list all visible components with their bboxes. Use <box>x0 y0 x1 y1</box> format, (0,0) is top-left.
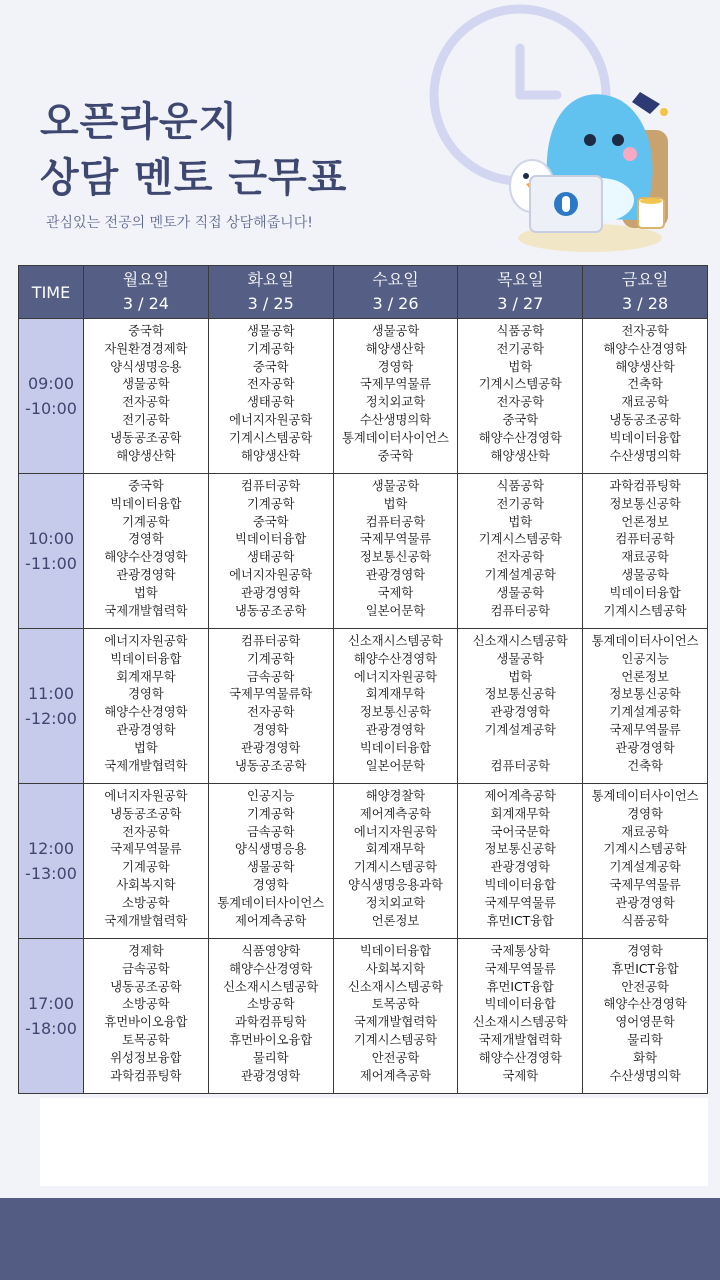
time-end: -18:00 <box>25 1019 77 1038</box>
time-start: 12:00 <box>27 839 75 858</box>
mentor-major <box>458 740 582 758</box>
mentor-major: 해양생산학 <box>365 341 426 356</box>
mentor-major: 빅데이터융합 <box>484 997 556 1012</box>
header <box>0 0 720 265</box>
mentor-major: 신소재시스템공학 <box>347 979 443 994</box>
mentor-major: 에너지자원공학 <box>104 789 188 803</box>
mentor-major: 경영학 <box>627 806 663 821</box>
mentor-major: 전자공학 <box>122 395 170 410</box>
mentor-major: 국제무역물류 <box>609 722 681 737</box>
mentor-major: 관광경영학 <box>116 722 176 737</box>
mascot-illustration <box>490 70 690 260</box>
mentor-major: 휴먼ICT융합 <box>486 913 554 928</box>
mentor-major: 정보통신공학 <box>609 496 681 511</box>
mentor-major: 양식생명응용 <box>235 842 307 857</box>
mentor-cell <box>333 784 458 939</box>
mentor-major: 양식생명응용과학 <box>347 877 443 892</box>
mentor-major: 법학 <box>134 585 158 600</box>
mentor-major: 전자공학 <box>246 705 295 720</box>
mentor-cell <box>458 629 583 784</box>
mentor-major: 빅데이터융합 <box>235 532 307 547</box>
mentor-major: 경영학 <box>128 687 164 702</box>
mentor-major: 건축학 <box>627 377 663 392</box>
mentor-cell <box>208 939 333 1094</box>
mentor-major: 냉동공조공학 <box>110 806 182 821</box>
mentor-cell <box>84 784 209 939</box>
mentor-major: 경영학 <box>377 359 414 374</box>
title-line-1: 오픈라운지 <box>40 99 239 145</box>
mentor-major: 기계설계공학 <box>609 705 681 720</box>
mentor-major: 화학 <box>633 1050 657 1065</box>
mentor-major: 국제학 <box>502 1068 539 1083</box>
mentor-major: 기계공학 <box>246 651 295 666</box>
time-start: 11:00 <box>27 684 75 703</box>
mentor-major: 제어계측공학 <box>235 913 307 928</box>
mentor-major: 정보통신공학 <box>484 687 556 702</box>
mentor-major: 해양수산경영학 <box>603 341 687 356</box>
mentor-major: 제어계측공학 <box>359 806 432 821</box>
mentor-major: 회계재무학 <box>116 669 176 684</box>
mentor-major: 신소재시스템공학 <box>347 634 443 648</box>
mentor-major: 중국학 <box>252 359 289 374</box>
mentor-major: 건축학 <box>627 758 663 773</box>
mentor-major: 에너지자원공학 <box>229 567 313 582</box>
mentor-major: 통계데이터사이언스 <box>591 789 699 803</box>
time-start: 17:00 <box>27 994 75 1013</box>
day-date: 3 / 27 <box>497 294 544 313</box>
mentor-major: 생물공학 <box>246 860 295 875</box>
mentor-major: 국제개발협력학 <box>353 1015 438 1030</box>
mentor-major: 기계시스템공학 <box>229 430 313 445</box>
mentor-major: 국제무역물류 <box>484 895 556 910</box>
time-start: 09:00 <box>27 374 75 393</box>
mentor-cell <box>458 784 583 939</box>
mentor-major: 해양경찰학 <box>365 789 426 803</box>
mentor-major: 기계공학 <box>246 496 295 511</box>
mentor-major: 기계시스템공학 <box>603 842 687 857</box>
day-name: 목요일 <box>497 270 544 289</box>
time-cell <box>19 784 84 939</box>
mentor-major: 생물공학 <box>122 377 170 392</box>
mentor-cell <box>84 319 209 474</box>
mentor-major: 기계시스템공학 <box>603 603 687 618</box>
mentor-major: 기계공학 <box>122 514 170 529</box>
mentor-major: 냉동공조공학 <box>110 430 182 445</box>
day-header <box>208 266 333 319</box>
mentor-cell <box>458 939 583 1094</box>
mentor-major: 수산생명의학 <box>609 1068 681 1083</box>
mentor-major: 에너지자원공학 <box>229 412 313 427</box>
mentor-major: 재료공학 <box>621 395 669 410</box>
mentor-major: 해양생산학 <box>240 448 301 463</box>
mentor-major: 식품공학 <box>621 913 669 928</box>
mentor-major: 경영학 <box>128 532 164 547</box>
mentor-major: 중국학 <box>128 324 164 338</box>
mentor-cell <box>583 474 708 629</box>
mentor-cell <box>208 319 333 474</box>
mentor-major: 신소재시스템공학 <box>472 634 568 648</box>
day-name: 월요일 <box>122 270 170 289</box>
mentor-major: 휴먼ICT융합 <box>486 979 554 994</box>
mentor-major: 법학 <box>508 514 533 529</box>
mentor-major: 휴먼바이오융합 <box>229 1032 313 1047</box>
mentor-major: 냉동공조공학 <box>235 603 307 618</box>
day-name: 수요일 <box>372 270 419 289</box>
mentor-cell <box>208 784 333 939</box>
mentor-major: 기계시스템공학 <box>478 377 562 392</box>
time-end: -12:00 <box>25 709 77 728</box>
mentor-cell <box>583 939 708 1094</box>
mentor-major: 정보통신공학 <box>359 550 432 565</box>
day-date: 3 / 25 <box>247 294 294 313</box>
mentor-major: 기계공학 <box>246 341 295 356</box>
mentor-major: 에너지자원공학 <box>104 634 188 648</box>
mentor-major: 전자공학 <box>246 377 295 392</box>
mentor-major: 전자공학 <box>122 824 170 839</box>
mentor-major: 일본어문학 <box>365 758 426 773</box>
mentor-cell <box>583 319 708 474</box>
time-cell <box>19 319 84 474</box>
day-date: 3 / 28 <box>622 294 669 313</box>
mentor-major: 법학 <box>134 740 158 755</box>
time-column-header: TIME <box>19 266 84 319</box>
mentor-major: 인공지능 <box>621 651 669 666</box>
mentor-major: 휴먼ICT융합 <box>611 961 679 976</box>
mentor-cell <box>583 629 708 784</box>
mentor-major: 신소재시스템공학 <box>223 979 319 994</box>
mentor-major: 빅데이터융합 <box>609 585 681 600</box>
day-date: 3 / 26 <box>372 294 419 313</box>
time-slot-row <box>19 784 708 939</box>
mentor-major: 회계재무학 <box>365 687 426 702</box>
mentor-major: 국제개발협력학 <box>104 913 188 928</box>
mentor-major: 경제학 <box>128 944 164 958</box>
mentor-major: 냉동공조공학 <box>235 758 307 773</box>
mentor-major: 국제개발협력학 <box>104 758 188 773</box>
mentor-major: 관광경영학 <box>615 740 675 755</box>
mentor-major: 법학 <box>508 669 533 684</box>
time-cell <box>19 629 84 784</box>
day-header <box>84 266 209 319</box>
mentor-major: 기계설계공학 <box>484 722 556 737</box>
mentor-major: 소방공학 <box>122 895 170 910</box>
mentor-major: 빅데이터융합 <box>609 430 681 445</box>
mentor-major: 컴퓨터공학 <box>490 758 550 773</box>
day-header <box>333 266 458 319</box>
mentor-cell <box>583 784 708 939</box>
mentor-major: 생태공학 <box>246 395 295 410</box>
mentor-major: 빅데이터융합 <box>110 496 182 511</box>
mentor-major: 언론정보 <box>621 514 669 529</box>
schedule-body <box>19 319 708 1094</box>
mentor-major: 경영학 <box>252 722 289 737</box>
mentor-cell <box>84 629 209 784</box>
mentor-major: 관광경영학 <box>365 567 426 582</box>
bottom-panel <box>40 1098 708 1186</box>
time-slot-row <box>19 629 708 784</box>
mentor-major: 안전공학 <box>621 979 669 994</box>
mentor-major: 빅데이터융합 <box>359 944 432 958</box>
mentor-major: 컴퓨터공학 <box>240 479 301 493</box>
mentor-cell <box>84 939 209 1094</box>
mentor-major: 중국학 <box>252 514 289 529</box>
mentor-major: 컴퓨터공학 <box>490 603 550 618</box>
mentor-major: 물리학 <box>252 1050 289 1065</box>
mentor-major: 국제무역물류 <box>609 877 681 892</box>
title-line-2: 상담 멘토 근무표 <box>40 155 348 201</box>
mentor-major: 토목공학 <box>122 1032 170 1047</box>
mentor-major: 언론정보 <box>621 669 669 684</box>
mentor-cell <box>208 629 333 784</box>
mentor-major: 통계데이터사이언스 <box>217 895 325 910</box>
mentor-major: 재료공학 <box>621 550 669 565</box>
mentor-major: 기계공학 <box>246 806 295 821</box>
mentor-major: 수산생명의학 <box>609 448 681 463</box>
mentor-major: 기계시스템공학 <box>353 860 438 875</box>
time-slot-row <box>19 939 708 1094</box>
mentor-major: 중국학 <box>377 448 414 463</box>
mentor-major: 영어영문학 <box>615 1015 675 1030</box>
mentor-major: 사회복지학 <box>116 877 176 892</box>
mentor-major: 물리학 <box>627 1032 663 1047</box>
mentor-major: 국제개발협력학 <box>478 1032 562 1047</box>
mentor-major: 재료공학 <box>621 824 669 839</box>
mentor-major: 중국학 <box>502 412 539 427</box>
mentor-major: 과학컴퓨팅학 <box>609 479 681 493</box>
mentor-major: 기계시스템공학 <box>478 532 562 547</box>
mentor-major: 국제무역물류학 <box>229 687 313 702</box>
mentor-major: 국제무역물류 <box>359 532 432 547</box>
mentor-cell <box>333 319 458 474</box>
mentor-major: 해양수산경영학 <box>478 1050 562 1065</box>
mentor-major: 전기공학 <box>496 341 545 356</box>
mentor-major: 경영학 <box>627 944 663 958</box>
mentor-major: 기계시스템공학 <box>353 1032 438 1047</box>
mentor-major: 금속공학 <box>246 824 295 839</box>
mentor-major: 소방공학 <box>246 997 295 1012</box>
mentor-major: 금속공학 <box>122 961 170 976</box>
time-end: -10:00 <box>25 399 77 418</box>
mentor-major: 자원환경경제학 <box>104 341 188 356</box>
mentor-major: 금속공학 <box>246 669 295 684</box>
mentor-major: 신소재시스템공학 <box>472 1015 568 1030</box>
mentor-major: 법학 <box>508 359 533 374</box>
mentor-major: 관광경영학 <box>490 705 550 720</box>
mentor-major: 빅데이터융합 <box>110 651 182 666</box>
mentor-major: 수산생명의학 <box>359 412 432 427</box>
mentor-major: 관광경영학 <box>490 860 550 875</box>
mentor-major: 국어국문학 <box>490 824 550 839</box>
mentor-major: 토목공학 <box>371 997 420 1012</box>
mentor-major: 생물공학 <box>496 651 545 666</box>
mentor-major: 냉동공조공학 <box>609 412 681 427</box>
mentor-major: 회계재무학 <box>365 842 426 857</box>
mentor-major: 전기공학 <box>122 412 170 427</box>
mentor-major: 기계설계공학 <box>484 567 556 582</box>
mentor-major: 생물공학 <box>246 324 295 338</box>
mentor-major: 통계데이터사이언스 <box>342 430 449 445</box>
mentor-cell <box>84 474 209 629</box>
mentor-major: 전자공학 <box>621 324 669 338</box>
mentor-major: 국제개발협력학 <box>104 603 188 618</box>
mentor-cell <box>333 629 458 784</box>
mentor-major: 국제무역물류 <box>110 842 182 857</box>
mentor-major: 관광경영학 <box>116 567 176 582</box>
mentor-major: 관광경영학 <box>365 722 426 737</box>
time-cell <box>19 939 84 1094</box>
schedule-table-wrapper <box>18 265 708 1094</box>
mentor-major: 경영학 <box>252 877 289 892</box>
mentor-major: 정보통신공학 <box>484 842 556 857</box>
mentor-major: 생물공학 <box>496 585 545 600</box>
mentor-major: 전자공학 <box>496 395 545 410</box>
mentor-major: 해양수산경영학 <box>603 997 687 1012</box>
time-slot-row <box>19 474 708 629</box>
time-cell <box>19 474 84 629</box>
page-subtitle: 관심있는 전공의 멘토가 직접 상담해줍니다! <box>46 215 313 231</box>
footer-bar <box>0 1198 720 1280</box>
mentor-major: 과학컴퓨팅학 <box>110 1068 182 1083</box>
page-title <box>40 94 347 206</box>
mentor-cell <box>208 474 333 629</box>
mentor-major: 관광경영학 <box>240 740 301 755</box>
mentor-major: 통계데이터사이언스 <box>591 634 699 648</box>
mentor-major: 빅데이터융합 <box>359 740 432 755</box>
mentor-major: 기계설계공학 <box>609 860 681 875</box>
mentor-major: 정보통신공학 <box>609 687 681 702</box>
mentor-major: 휴먼바이오융합 <box>104 1015 188 1030</box>
day-date: 3 / 24 <box>122 294 169 313</box>
mentor-major: 냉동공조공학 <box>110 979 182 994</box>
mentor-major: 해양생산학 <box>116 448 176 463</box>
mentor-major: 안전공학 <box>371 1050 420 1065</box>
mentor-major: 국제무역물류 <box>359 377 432 392</box>
time-slot-row <box>19 319 708 474</box>
mentor-major: 정보통신공학 <box>359 705 432 720</box>
mentor-major: 회계재무학 <box>490 806 550 821</box>
mentor-major: 전자공학 <box>496 550 545 565</box>
table-header-row <box>19 266 708 319</box>
time-start: 10:00 <box>27 529 75 548</box>
mentor-major: 국제학 <box>377 585 414 600</box>
mentor-major: 해양수산경영학 <box>104 550 188 565</box>
mentor-major: 해양생산학 <box>615 359 675 374</box>
mentor-major: 생물공학 <box>371 324 420 338</box>
mentor-major: 해양수산경영학 <box>478 430 562 445</box>
mentor-major: 언론정보 <box>371 913 420 928</box>
mentor-major: 전기공학 <box>496 496 545 511</box>
day-header <box>458 266 583 319</box>
schedule-table <box>18 265 708 1094</box>
mentor-major: 중국학 <box>128 479 164 493</box>
mentor-major: 해양수산경영학 <box>229 961 313 976</box>
mentor-major: 과학컴퓨팅학 <box>235 1015 307 1030</box>
day-name: 금요일 <box>621 270 669 289</box>
mentor-cell <box>333 939 458 1094</box>
mentor-major: 사회복지학 <box>365 961 426 976</box>
mentor-major: 법학 <box>383 496 408 511</box>
mentor-major: 컴퓨터공학 <box>240 634 301 648</box>
mentor-major: 해양수산경영학 <box>353 651 438 666</box>
mentor-major: 양식생명응용 <box>110 359 182 374</box>
day-name: 화요일 <box>247 270 294 289</box>
mentor-major: 소방공학 <box>122 997 170 1012</box>
mentor-major: 국제통상학 <box>490 944 550 958</box>
mentor-major: 컴퓨터공학 <box>615 532 675 547</box>
day-header <box>583 266 708 319</box>
mentor-cell <box>333 474 458 629</box>
mentor-major: 일본어문학 <box>365 603 426 618</box>
mentor-major: 에너지자원공학 <box>353 824 438 839</box>
mentor-major: 제어계측공학 <box>484 789 556 803</box>
mentor-major: 식품공학 <box>496 324 545 338</box>
mentor-major: 관광경영학 <box>240 1068 301 1083</box>
mentor-major: 정치외교학 <box>365 395 426 410</box>
mentor-major: 정치외교학 <box>365 895 426 910</box>
mentor-major: 기계공학 <box>122 860 170 875</box>
mentor-major: 제어계측공학 <box>359 1068 432 1083</box>
mentor-cell <box>458 319 583 474</box>
mentor-major: 생물공학 <box>621 567 669 582</box>
mentor-major: 생태공학 <box>246 550 295 565</box>
mentor-major: 빅데이터융합 <box>484 877 556 892</box>
mentor-major: 해양생산학 <box>490 448 550 463</box>
mentor-major: 인공지능 <box>246 789 295 803</box>
mentor-major: 식품영양학 <box>240 944 301 958</box>
mentor-major: 에너지자원공학 <box>353 669 438 684</box>
mentor-major: 위성정보융합 <box>110 1050 182 1065</box>
mentor-cell <box>458 474 583 629</box>
mentor-major: 컴퓨터공학 <box>365 514 426 529</box>
mentor-major: 관광경영학 <box>615 895 675 910</box>
mentor-major: 해양수산경영학 <box>104 705 188 720</box>
mentor-major: 관광경영학 <box>240 585 301 600</box>
time-end: -11:00 <box>25 554 77 573</box>
mentor-major: 식품공학 <box>496 479 545 493</box>
mentor-major: 국제무역물류 <box>484 961 556 976</box>
time-end: -13:00 <box>25 864 77 883</box>
mentor-major: 생물공학 <box>371 479 420 493</box>
